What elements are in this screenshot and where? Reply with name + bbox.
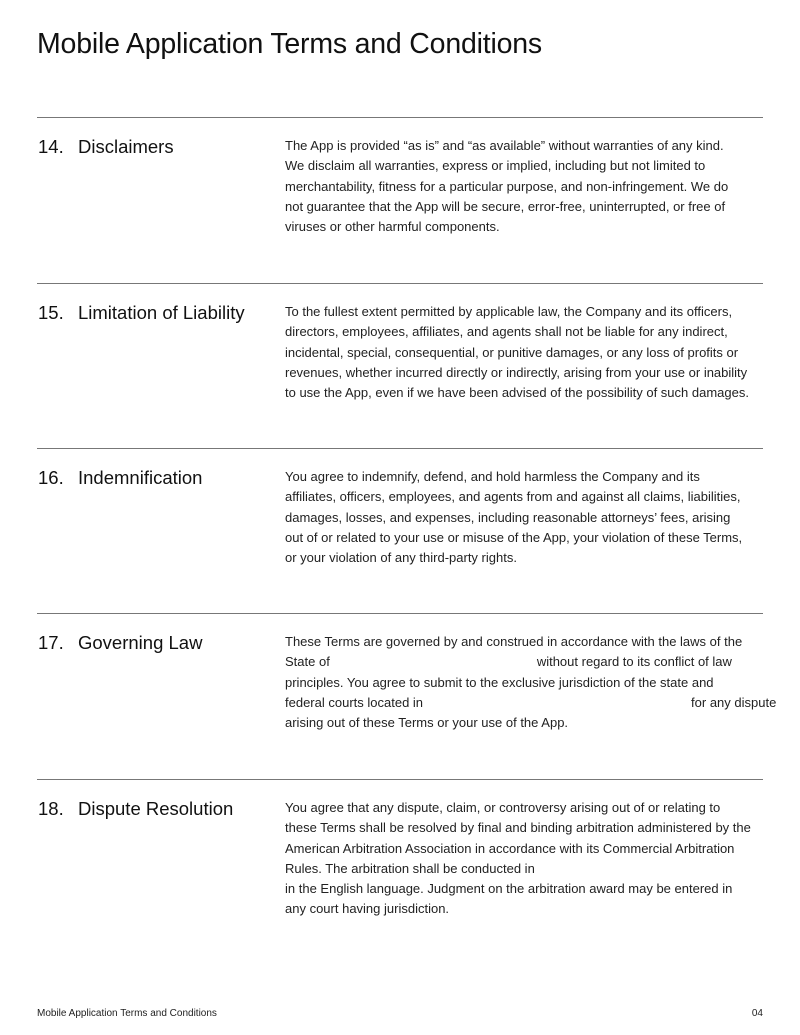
section-title: Dispute Resolution — [78, 798, 234, 819]
section-limitation-of-liability — [37, 283, 763, 449]
section-disclaimers — [37, 117, 763, 283]
footer-title: Mobile Application Terms and Conditions — [37, 1008, 217, 1019]
section-body — [285, 467, 765, 568]
text-line: to use the App, even if we have been advised of the possibility of such damages. — [285, 385, 749, 401]
court-location-field[interactable] — [423, 695, 691, 711]
text-line: affiliates, officers, employees, and agents from and against all claims, liabilities, — [285, 489, 741, 505]
text-line: viruses or other harmful components. — [285, 219, 500, 235]
section-number: 16. — [38, 467, 64, 488]
section-number: 15. — [38, 302, 64, 323]
section-indemnification — [37, 448, 763, 614]
section-body — [285, 798, 765, 920]
section-body — [285, 632, 777, 733]
text-line: We disclaim all warranties, express or implied, including but not limited to — [285, 158, 706, 174]
text-line: damages, losses, and expenses, including reasonable attorneys’ fees, arising — [285, 509, 731, 525]
section-number: 18. — [38, 798, 64, 819]
section-title: Governing Law — [78, 632, 203, 653]
text-segment: State of — [285, 654, 330, 670]
section-title: Indemnification — [78, 467, 203, 488]
text-line: out of or related to your use or misuse of the App, your violation of these Terms, — [285, 529, 743, 545]
text-line: To the fullest extent permitted by applicable law, the Company and its officers, — [285, 304, 733, 319]
text-line: American Arbitration Association in accordance with its Commercial Arbitration — [285, 840, 735, 856]
section-number: 14. — [38, 136, 64, 157]
text-line: any court having jurisdiction. — [285, 901, 450, 917]
section-title: Limitation of Liability — [78, 302, 245, 323]
section-body — [285, 136, 765, 237]
text-line: incidental, special, consequential, or punitive damages, or any loss of profits or — [285, 344, 739, 360]
page-title: Mobile Application Terms and Conditions — [37, 28, 542, 60]
text-line: revenues, whether incurred directly or indirectly, arising from your use or inability — [285, 364, 748, 380]
state-field[interactable] — [330, 655, 537, 671]
section-number: 17. — [38, 632, 64, 653]
text-line: The App is provided “as is” and “as available” without warranties of any kind. — [285, 138, 724, 153]
text-line — [285, 693, 777, 713]
text-line: or your violation of any third-party rights. — [285, 550, 517, 566]
text-line: You agree to indemnify, defend, and hold harmless the Company and its — [285, 469, 700, 484]
text-line: These Terms are governed by and construed in accordance with the laws of the — [285, 634, 743, 649]
text-segment: without regard to its conflict of law — [536, 654, 732, 670]
text-line: merchantability, fitness for a particular purpose, and non-infringement. We do — [285, 178, 729, 194]
text-segment: Rules. The arbitration shall be conducted in — [285, 860, 535, 876]
text-line: in the English language. Judgment on the arbitration award may be entered in — [285, 881, 733, 897]
text-line: directors, employees, affiliates, and agents shall not be liable for any indirect, — [285, 324, 728, 340]
text-line: principles. You agree to submit to the exclusive jurisdiction of the state and — [285, 674, 714, 690]
text-line: You agree that any dispute, claim, or controversy arising out of or relating to — [285, 800, 721, 815]
section-dispute-resolution — [37, 779, 763, 945]
section-title: Disclaimers — [78, 136, 174, 157]
arbitration-location-field[interactable] — [535, 861, 745, 877]
text-line — [285, 652, 765, 672]
text-line: these Terms shall be resolved by final and binding arbitration administered by the — [285, 820, 751, 836]
text-line: arising out of these Terms or your use of the App. — [285, 715, 569, 731]
text-segment: for any dispute — [691, 694, 777, 710]
page-number: 04 — [751, 1008, 763, 1019]
text-line — [285, 859, 765, 879]
text-segment: federal courts located in — [285, 694, 424, 710]
section-governing-law — [37, 613, 777, 779]
text-line: not guarantee that the App will be secure, error-free, uninterrupted, or free of — [285, 198, 726, 214]
section-body — [285, 302, 765, 403]
